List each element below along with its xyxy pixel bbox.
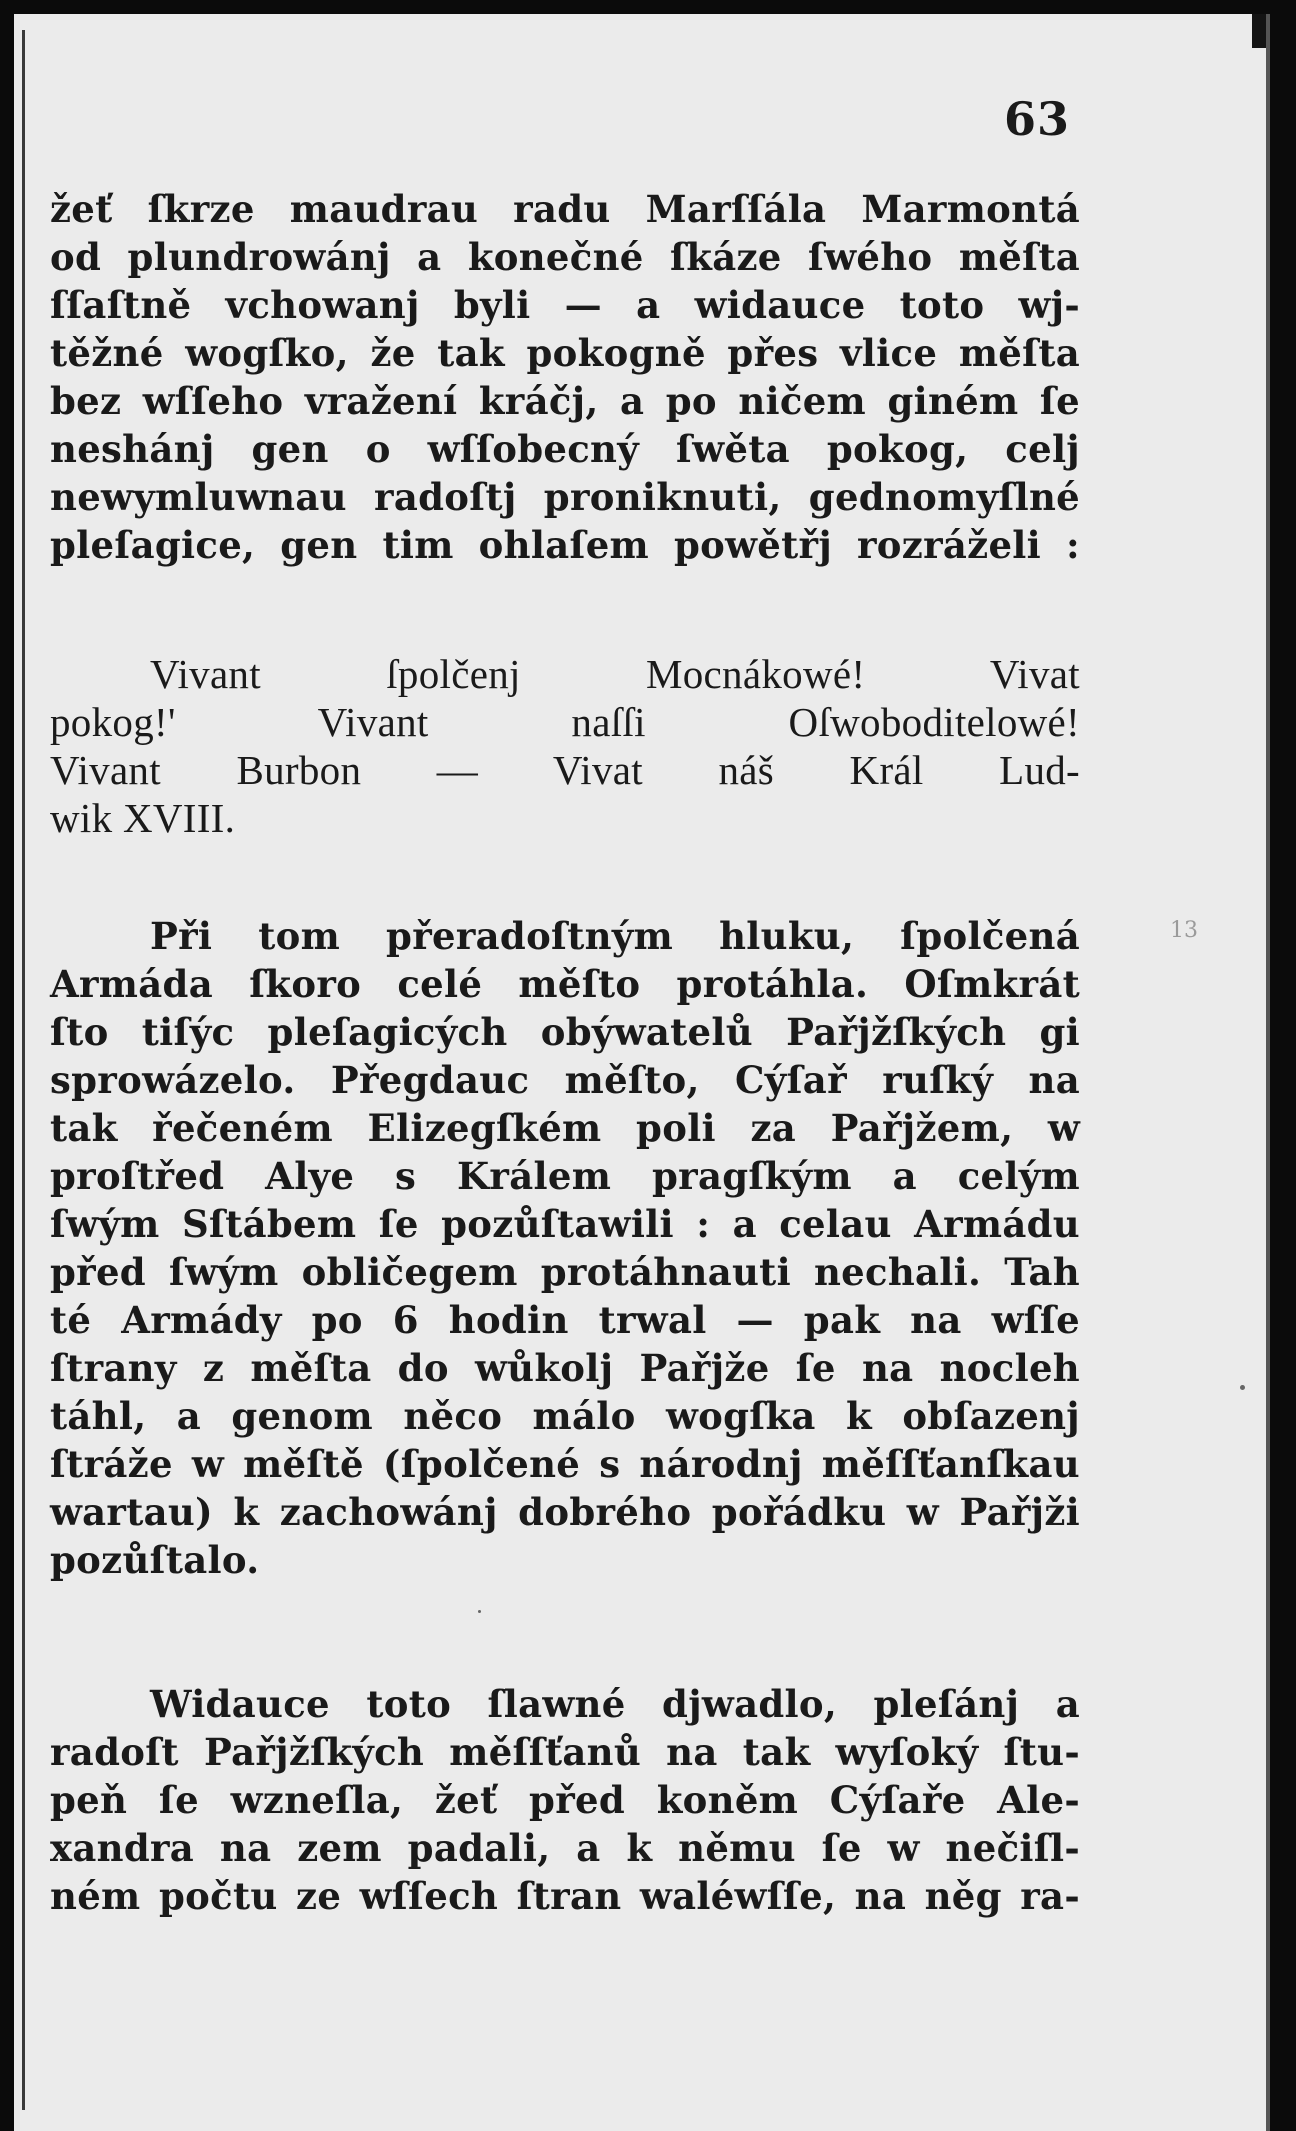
page-edge-notch — [1252, 14, 1266, 48]
margin-mark: 13 — [1170, 918, 1198, 943]
text-line: wartau) k zachowánj dobrého pořádku w Pařjži — [50, 1490, 1080, 1534]
text-line: radoſt Pařjžſkých měſſťanů na tak wyſoký ſtu- — [50, 1730, 1080, 1774]
text-line: xandra na zem padali, a k němu ſe w nečiſl- — [50, 1826, 1080, 1870]
scan-border-right — [1270, 0, 1296, 2131]
text-line: tak řečeném Elizegſkém poli za Pařjžem, w — [50, 1106, 1080, 1150]
text-line: před ſwým obličegem protáhnauti nechali. Tah — [50, 1250, 1080, 1294]
text-line: ſto tiſýc pleſagicých obýwatelů Pařjžſkých gi — [50, 1010, 1080, 1054]
text-line: Vivant ſpolčenj Mocnákowé! Vivat — [150, 651, 1080, 697]
scan-border-top — [0, 0, 1296, 14]
text-line: proſtřed Alye s Králem pragſkým a celým — [50, 1154, 1080, 1198]
scan-speck — [1240, 1385, 1245, 1390]
text-line: bez wſſeho vražení kráčj, a po ničem giném ſe — [50, 379, 1080, 423]
text-line: té Armády po 6 hodin trwal — pak na wſſe — [50, 1298, 1080, 1342]
acclamation-paragraph — [50, 650, 1080, 842]
scan-border-left — [0, 0, 14, 2131]
text-line: táhl, a genom něco málo wogſka k obſazenj — [50, 1394, 1080, 1438]
text-line: Vivant Burbon — Vivat náš Král Lud- — [50, 747, 1080, 793]
text-line: ſwým Sſtábem ſe pozůſtawili : a celau Armádu — [50, 1202, 1080, 1246]
text-line: žeť ſkrze maudrau radu Marſſála Marmontá — [50, 187, 1080, 231]
text-line: peň ſe wzneſla, žeť před koněm Cýſaře Ale- — [50, 1778, 1080, 1822]
text-line: newymluwnau radoſtj proniknuti, gednomyſlné — [50, 475, 1080, 519]
scan-speck — [478, 1610, 481, 1613]
text-line: pozůſtalo. — [50, 1538, 260, 1582]
text-line: pleſagice, gen tim ohlaſem powětřj rozráželi : — [50, 523, 1080, 567]
page-number: 63 — [1004, 92, 1071, 146]
text-line: ſſaſtně vchowanj byli — a widauce toto wj- — [50, 283, 1080, 327]
page-edge-line — [22, 30, 25, 2110]
text-line: ſtrany z měſta do wůkolj Pařjže ſe na nocleh — [50, 1346, 1080, 1390]
text-line: Při tom přeradoſtným hluku, ſpolčená — [150, 914, 1080, 958]
paragraph — [50, 185, 1080, 569]
text-line: těžné wogſko, že tak pokogně přes vlice měſta — [50, 331, 1080, 375]
page-edge-right — [1266, 14, 1270, 2131]
text-line: od plundrowánj a konečné ſkáze ſwého měſta — [50, 235, 1080, 279]
text-line: pokog!' Vivant naſſi Oſwoboditelowé! — [50, 699, 1080, 745]
text-line: Widauce toto ſlawné djwadlo, pleſánj a — [150, 1682, 1080, 1726]
paragraph — [50, 1680, 1080, 1920]
text-line: neshánj gen o wſſobecný ſwěta pokog, celj — [50, 427, 1080, 471]
text-line: wik XVIII. — [50, 795, 236, 841]
text-line: sprowázelo. Přegdauc měſto, Cýſař ruſký na — [50, 1058, 1080, 1102]
paragraph — [50, 912, 1080, 1584]
text-line: ſtráže w měſtě (ſpolčené s národnj měſſťanſkau — [50, 1442, 1080, 1486]
text-line: Armáda ſkoro celé měſto protáhla. Oſmkrát — [50, 962, 1080, 1006]
text-line: ném počtu ze wſſech ſtran waléwſſe, na něg ra- — [50, 1874, 1080, 1918]
